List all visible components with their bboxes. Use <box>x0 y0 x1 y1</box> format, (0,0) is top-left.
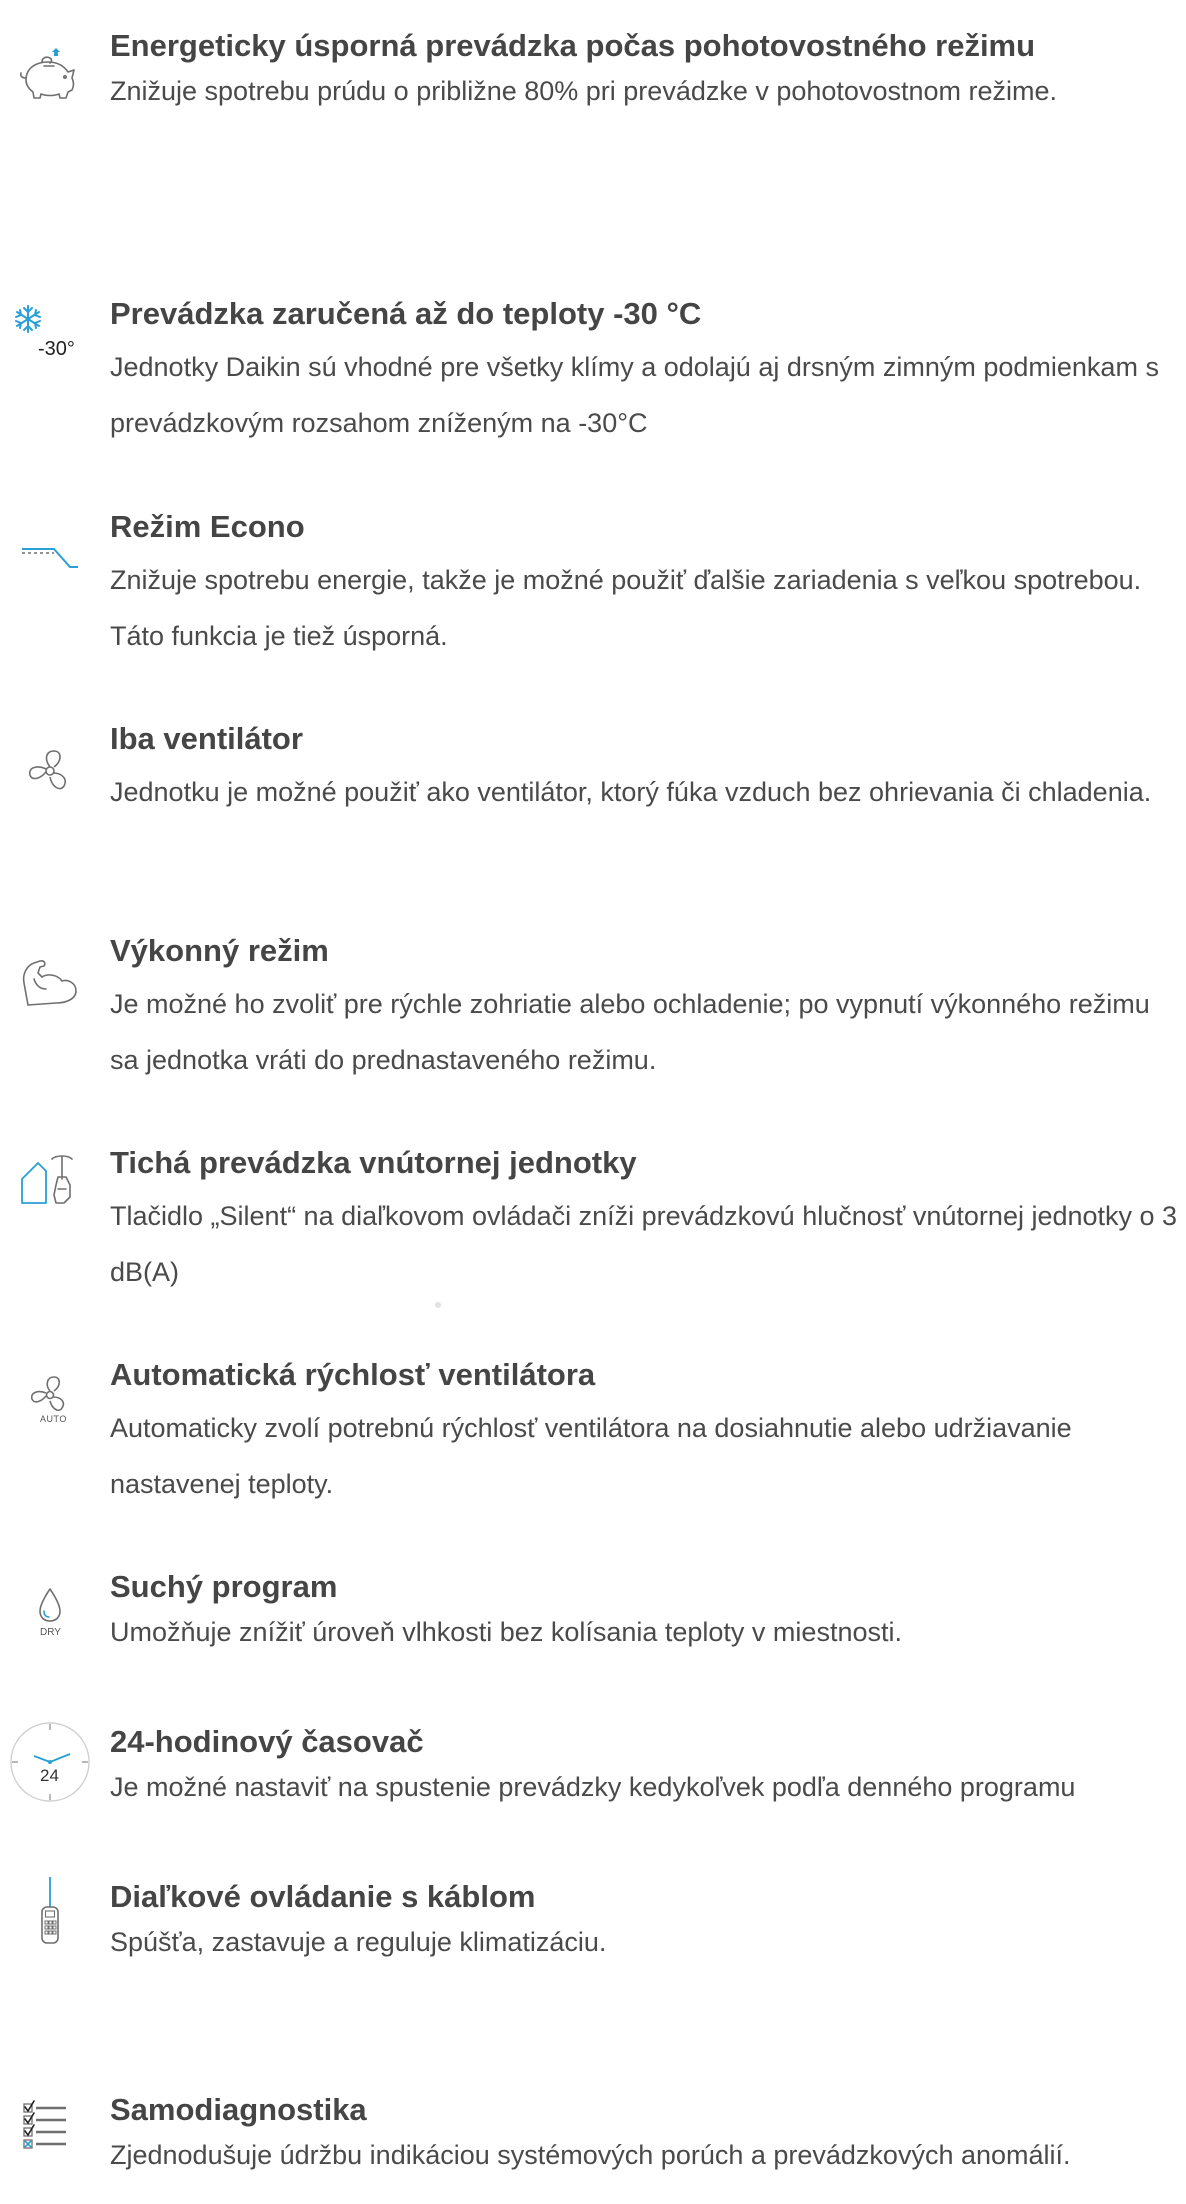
feature-title: Suchý program <box>110 1569 338 1604</box>
feature-description: Znižuje spotrebu prúdu o približne 80% pri prevádzke v pohotovostnom režime. <box>110 76 1058 106</box>
feature-title: Samodiagnostika <box>110 2092 367 2127</box>
checklist-icon <box>8 2094 92 2178</box>
feature-description: Spúšťa, zastavuje a reguluje klimatizáciu. <box>110 1927 607 1957</box>
feature-title: Prevádzka zaručená až do teploty -30 °C <box>110 296 702 331</box>
feature-title: Výkonný režim <box>110 933 329 968</box>
feature-title: 24-hodinový časovač <box>110 1724 424 1759</box>
feature-description: Zjednodušuje údržbu indikáciou systémových porúch a prevádzkových anomálií. <box>110 2140 1071 2170</box>
decorative-dot <box>435 1302 441 1308</box>
feature-description: Jednotky Daikin sú vhodné pre všetky klímy a odolajú aj drsným zimným podmienkam s prevádzkovým rozsahom zníženým na -30°C <box>110 352 1159 438</box>
feature-title: Diaľkové ovládanie s káblom <box>110 1879 536 1914</box>
feature-title: Iba ventilátor <box>110 721 303 756</box>
feature-title: Režim Econo <box>110 509 305 544</box>
feature-description: Jednotku je možné použiť ako ventilátor, ktorý fúka vzduch bez ohrievania či chladenia. <box>110 777 1152 807</box>
feature-description: Je možné nastaviť na spustenie prevádzky kedykoľvek podľa denného programu <box>110 1772 1076 1802</box>
clock-24-label: 24 <box>40 1766 59 1785</box>
auto-label: AUTO <box>40 1414 67 1424</box>
clock-24-icon <box>8 1720 92 1804</box>
feature-description: Je možné ho zvoliť pre rýchle zohriatie alebo ochladenie; po vypnutí výkonného režimu sa jednotka vráti do prednastaveného režimu. <box>110 989 1150 1075</box>
feature-description: Znižuje spotrebu energie, takže je možné použiť ďalšie zariadenia s veľkou spotrebou. Táto funkcia je tiež úsporná. <box>110 565 1142 651</box>
muscle-arm-icon <box>8 943 92 1027</box>
feature-title: Automatická rýchlosť ventilátora <box>110 1357 596 1392</box>
fan-auto-icon <box>8 1359 92 1443</box>
droplet-dry-icon <box>8 1575 92 1659</box>
dry-label: DRY <box>40 1627 61 1638</box>
feature-title: Tichá prevádzka vnútornej jednotky <box>110 1145 637 1180</box>
feature-description: Umožňuje znížiť úroveň vlhkosti bez kolísania teploty v miestnosti. <box>110 1617 902 1647</box>
piggy-bank-icon <box>8 36 92 120</box>
econo-curve-icon <box>8 517 92 601</box>
silent-hand-icon <box>8 1145 92 1229</box>
feature-description: Automaticky zvolí potrebnú rýchlosť ventilátora na dosiahnutie alebo udržiavanie nastavenej teploty. <box>110 1413 1072 1499</box>
feature-title: Energeticky úsporná prevádzka počas pohotovostného režimu <box>110 28 1036 63</box>
feature-description: Tlačidlo „Silent“ na diaľkovom ovládači zníži prevádzkovú hlučnosť vnútornej jednotky o 3 dB(A) <box>110 1201 1178 1287</box>
wired-remote-icon <box>8 1877 92 1961</box>
temperature-label: -30° <box>38 338 75 360</box>
fan-icon <box>8 729 92 813</box>
